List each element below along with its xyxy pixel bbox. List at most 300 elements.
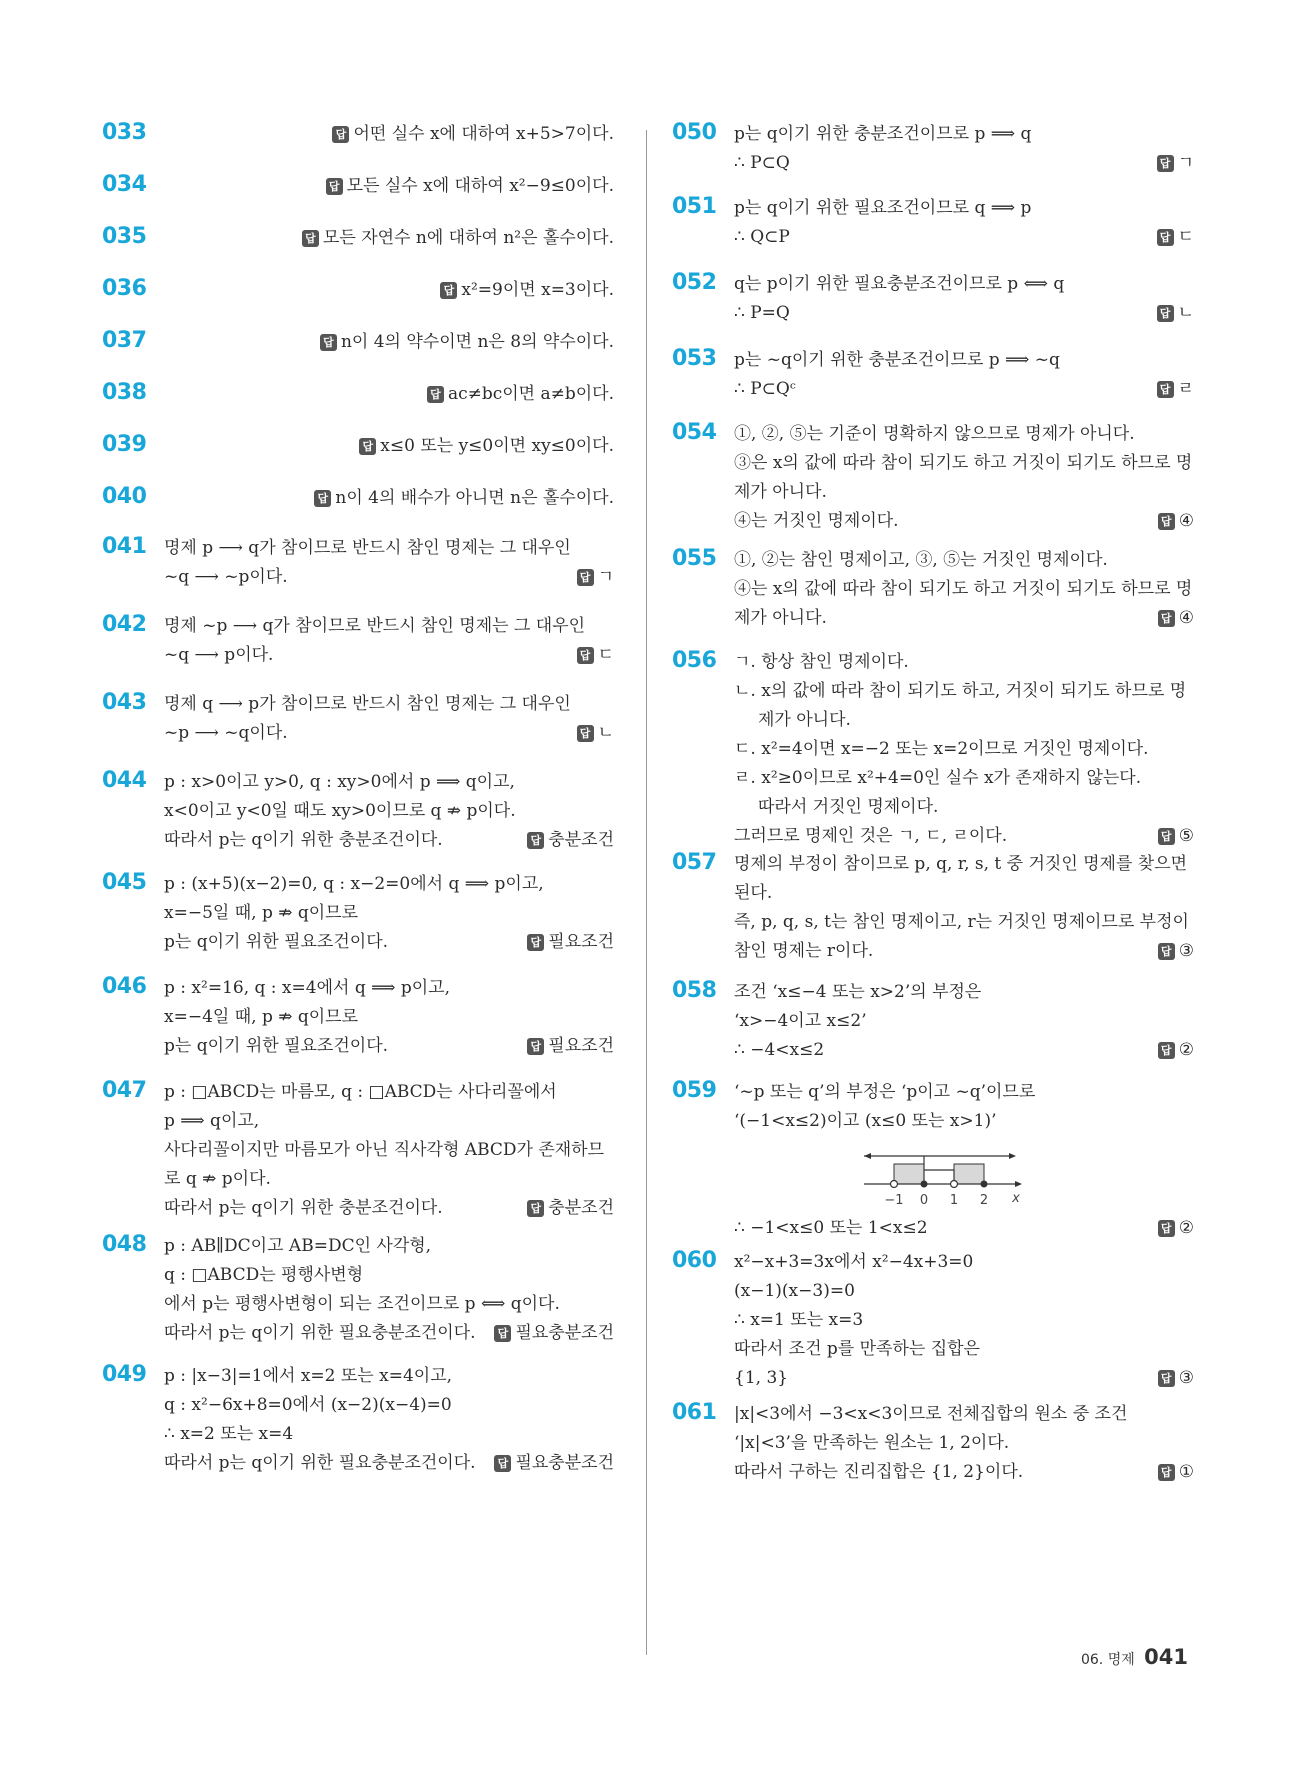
solution-line xyxy=(734,1248,1194,1277)
answer-text: 필요충분조건 xyxy=(515,1453,614,1473)
left-arrow-icon xyxy=(864,1153,871,1159)
problem-number: 054 xyxy=(672,420,717,445)
solution-line xyxy=(164,719,614,748)
answer xyxy=(326,176,614,196)
solution-body xyxy=(734,850,1194,966)
answer xyxy=(1158,1214,1194,1243)
problem-number: 046 xyxy=(102,974,147,999)
solution-text: ∴ Q⊂P xyxy=(734,227,790,247)
solution-text: 사다리꼴이지만 마름모가 아닌 직사각형 ABCD가 존재하므 xyxy=(164,1140,605,1160)
solution-body xyxy=(164,974,614,1061)
solution-text: p : □ABCD는 마름모, q : □ABCD는 사다리꼴에서 xyxy=(164,1082,557,1102)
solution-line xyxy=(734,1007,1194,1036)
answer-text: ③ xyxy=(1178,1368,1194,1388)
tick-label: −1 xyxy=(884,1193,904,1208)
answer-text: 필요조건 xyxy=(548,932,614,952)
answer-text: n이 4의 약수이면 n은 8의 약수이다. xyxy=(340,332,614,352)
solution-line xyxy=(164,612,614,641)
solution-text: 따라서 p는 q이기 위한 필요충분조건이다. xyxy=(164,1323,476,1343)
answer xyxy=(527,928,614,957)
problem-number: 035 xyxy=(102,224,147,249)
solution-line xyxy=(164,899,614,928)
problem-057 xyxy=(672,850,1194,966)
problem-number: 033 xyxy=(102,120,147,145)
answer xyxy=(494,1449,614,1478)
answer-badge-icon: 답 xyxy=(302,230,319,247)
solution-body xyxy=(164,172,614,201)
answer-badge-icon: 답 xyxy=(1158,1464,1175,1481)
solution-line xyxy=(734,546,1194,575)
solution-text: x=−4일 때, p ⇏ q이므로 xyxy=(164,1007,359,1027)
answer xyxy=(1158,507,1194,536)
solution-text: ~q ⟶ ~p이다. xyxy=(164,567,288,587)
solution-text: p는 q이기 위한 필요조건이므로 q ⟹ p xyxy=(734,198,1032,218)
solution-text: ‘(−1<x≤2)이고 (x≤0 또는 x>1)’ xyxy=(734,1111,997,1131)
problem-054 xyxy=(672,420,1194,536)
solution-line xyxy=(164,563,614,592)
problem-number: 059 xyxy=(672,1078,717,1103)
solution-body xyxy=(734,194,1194,252)
solution-text: 따라서 p는 q이기 위한 충분조건이다. xyxy=(164,830,443,850)
problem-044 xyxy=(102,768,614,855)
solution-line xyxy=(734,1400,1194,1429)
solution-text: 명제 p ⟶ q가 참이므로 반드시 참인 명제는 그 대우인 xyxy=(164,538,571,558)
closed-point xyxy=(921,1181,928,1188)
problem-number: 034 xyxy=(102,172,147,197)
solution-text: 된다. xyxy=(734,883,773,903)
solution-text: ∴ P=Q xyxy=(734,303,790,323)
answer-text: 모든 실수 x에 대하여 x²−9≤0이다. xyxy=(346,176,614,196)
answer-badge-icon: 답 xyxy=(1157,155,1174,172)
problem-039 xyxy=(102,432,614,461)
solution-body xyxy=(164,224,614,253)
problem-059 xyxy=(672,1078,1194,1243)
solution-line xyxy=(734,1277,1194,1306)
solution-body xyxy=(734,1248,1194,1393)
axis-arrow-icon xyxy=(1015,1181,1022,1187)
answer-badge-icon: 답 xyxy=(1157,229,1174,246)
solution-text: 조건 ‘x≤−4 또는 x>2’의 부정은 xyxy=(734,982,982,1002)
answer-badge-icon: 답 xyxy=(527,832,544,849)
solution-line xyxy=(734,677,1194,706)
solution-text: q : x²−6x+8=0에서 (x−2)(x−4)=0 xyxy=(164,1395,452,1415)
solution-line xyxy=(164,768,614,797)
solution-text: p : AB∥DC이고 AB=DC인 사각형, xyxy=(164,1236,432,1256)
problem-number: 047 xyxy=(102,1078,147,1103)
solution-text: 제가 아니다. xyxy=(758,710,851,730)
solution-line xyxy=(734,1214,1194,1243)
solution-text: 명제의 부정이 참이므로 p, q, r, s, t 중 거짓인 명제를 찾으면 xyxy=(734,854,1188,874)
solution-line xyxy=(164,380,614,409)
solution-line xyxy=(164,1078,614,1107)
answer xyxy=(1157,375,1194,404)
solution-text: ∴ P⊂Q xyxy=(734,153,790,173)
solution-line xyxy=(734,299,1194,328)
solution-body xyxy=(734,978,1194,1065)
shaded-region xyxy=(954,1164,984,1184)
problem-041 xyxy=(102,534,614,592)
answer-text: ⑤ xyxy=(1178,826,1194,846)
solution-text: q : □ABCD는 평행사변형 xyxy=(164,1265,364,1285)
solution-line xyxy=(164,870,614,899)
solution-text: 따라서 거짓인 명제이다. xyxy=(758,797,939,817)
solution-line xyxy=(164,1165,614,1194)
answer-text: 어떤 실수 x에 대하여 x+5>7이다. xyxy=(353,124,614,144)
problem-number: 043 xyxy=(102,690,147,715)
answer-badge-icon: 답 xyxy=(527,1200,544,1217)
answer xyxy=(332,124,614,144)
solution-text: {1, 3} xyxy=(734,1368,789,1388)
problem-033 xyxy=(102,120,614,149)
solution-text: 즉, p, q, s, t는 참인 명제이고, r는 거짓인 명제이므로 부정이 xyxy=(734,912,1189,932)
solution-line xyxy=(164,797,614,826)
solution-line xyxy=(164,1261,614,1290)
solution-line xyxy=(164,484,614,513)
solution-text: 참인 명제는 r이다. xyxy=(734,941,874,961)
solution-text: x<0이고 y<0일 때도 xy>0이므로 q ⇏ p이다. xyxy=(164,801,516,821)
solution-line xyxy=(164,534,614,563)
solution-text: 명제 q ⟶ p가 참이므로 반드시 참인 명제는 그 대우인 xyxy=(164,694,571,714)
answer xyxy=(577,719,614,748)
problem-number: 039 xyxy=(102,432,147,457)
solution-body xyxy=(164,328,614,357)
solution-body xyxy=(734,270,1194,328)
solution-text: p : x²=16, q : x=4에서 q ⟹ p이고, xyxy=(164,978,451,998)
solution-line xyxy=(164,1032,614,1061)
problem-048 xyxy=(102,1232,614,1348)
answer xyxy=(427,384,614,404)
answer-badge-icon: 답 xyxy=(527,934,544,951)
solution-body xyxy=(164,690,614,748)
solution-text: ①, ②는 참인 명제이고, ③, ⑤는 거짓인 명제이다. xyxy=(734,550,1108,570)
problem-049 xyxy=(102,1362,614,1478)
problem-number: 056 xyxy=(672,648,717,673)
solution-line xyxy=(734,1036,1194,1065)
problem-043 xyxy=(102,690,614,748)
solution-line xyxy=(164,1319,614,1348)
problem-047 xyxy=(102,1078,614,1223)
solution-body xyxy=(734,648,1194,851)
problem-number: 049 xyxy=(102,1362,147,1387)
answer-badge-icon: 답 xyxy=(314,490,331,507)
problem-045 xyxy=(102,870,614,957)
problem-042 xyxy=(102,612,614,670)
problem-number: 038 xyxy=(102,380,147,405)
answer xyxy=(1157,223,1194,252)
solution-line xyxy=(734,149,1194,178)
answer-text: ② xyxy=(1178,1040,1194,1060)
solution-line xyxy=(164,974,614,1003)
answer-text: n이 4의 배수가 아니면 n은 홀수이다. xyxy=(335,488,614,508)
solution-line xyxy=(734,575,1194,604)
solution-line xyxy=(734,908,1194,937)
answer-text: 필요충분조건 xyxy=(515,1323,614,1343)
chapter-label: 06. 명제 xyxy=(1080,1652,1135,1668)
solution-body xyxy=(164,1078,614,1223)
solution-line xyxy=(734,1107,1194,1136)
solution-text: p ⟹ q이고, xyxy=(164,1111,260,1131)
answer xyxy=(494,1319,614,1348)
tick-label: 1 xyxy=(949,1193,959,1208)
solution-body xyxy=(164,432,614,461)
problem-number: 040 xyxy=(102,484,147,509)
solution-line xyxy=(164,224,614,253)
answer-text: ④ xyxy=(1178,511,1194,531)
answer xyxy=(440,280,614,300)
solution-text: ④는 거짓인 명제이다. xyxy=(734,511,899,531)
answer xyxy=(1158,1036,1194,1065)
answer-badge-icon: 답 xyxy=(494,1325,511,1342)
problem-058 xyxy=(672,978,1194,1065)
solution-line xyxy=(734,375,1194,404)
solution-text: 에서 p는 평행사변형이 되는 조건이므로 p ⟺ q이다. xyxy=(164,1294,560,1314)
problem-number: 045 xyxy=(102,870,147,895)
answer-text: x≤0 또는 y≤0이면 xy≤0이다. xyxy=(380,436,614,456)
problem-number: 041 xyxy=(102,534,147,559)
answer-text: ㄷ xyxy=(1177,227,1194,247)
problem-056 xyxy=(672,648,1194,851)
solution-text: x²−x+3=3x에서 x²−4x+3=0 xyxy=(734,1252,974,1272)
solution-body xyxy=(164,870,614,957)
answer-text: x²=9이면 x=3이다. xyxy=(461,280,614,300)
axis-variable-label: x xyxy=(1012,1191,1020,1206)
solution-line xyxy=(164,432,614,461)
solution-line xyxy=(734,978,1194,1007)
answer-text: ㄴ xyxy=(1177,303,1194,323)
problem-number: 055 xyxy=(672,546,717,571)
problem-061 xyxy=(672,1400,1194,1487)
problem-number: 037 xyxy=(102,328,147,353)
open-point xyxy=(891,1181,898,1188)
solution-text: ‘x>−4이고 x≤2’ xyxy=(734,1011,867,1031)
solution-text: p : (x+5)(x−2)=0, q : x−2=0에서 q ⟹ p이고, xyxy=(164,874,544,894)
solution-line xyxy=(734,270,1194,299)
solution-line xyxy=(734,648,1194,677)
solution-line xyxy=(734,850,1194,879)
solution-text: p는 q이기 위한 충분조건이므로 p ⟹ q xyxy=(734,124,1032,144)
number-line-svg xyxy=(864,1144,1034,1210)
problem-050 xyxy=(672,120,1194,178)
solution-body xyxy=(164,768,614,855)
answer xyxy=(577,641,614,670)
solution-line xyxy=(164,1194,614,1223)
page-number: 041 xyxy=(1144,1645,1188,1669)
problem-038 xyxy=(102,380,614,409)
solution-text: q는 p이기 위한 필요충분조건이므로 p ⟺ q xyxy=(734,274,1065,294)
solution-text: ~q ⟶ p이다. xyxy=(164,645,274,665)
solution-line xyxy=(164,690,614,719)
solution-line xyxy=(164,1362,614,1391)
closed-point xyxy=(981,1181,988,1188)
answer-text: ㄱ xyxy=(1177,153,1194,173)
answer-badge-icon: 답 xyxy=(1157,381,1174,398)
answer-badge-icon: 답 xyxy=(527,1038,544,1055)
problem-053 xyxy=(672,346,1194,404)
problem-number: 060 xyxy=(672,1248,717,1273)
solution-text: p : x>0이고 y>0, q : xy>0에서 p ⟹ q이고, xyxy=(164,772,515,792)
solution-line xyxy=(734,478,1194,507)
problem-number: 053 xyxy=(672,346,717,371)
solution-text: p는 q이기 위한 필요조건이다. xyxy=(164,932,389,952)
problem-number: 058 xyxy=(672,978,717,1003)
answer-text: 모든 자연수 n에 대하여 n²은 홀수이다. xyxy=(322,228,614,248)
answer-badge-icon: 답 xyxy=(1157,305,1174,322)
solution-body xyxy=(734,120,1194,178)
solution-text: p는 q이기 위한 필요조건이다. xyxy=(164,1036,389,1056)
solution-line xyxy=(734,346,1194,375)
problem-number: 061 xyxy=(672,1400,717,1425)
solution-body xyxy=(734,1400,1194,1487)
solution-text: p : |x−3|=1에서 x=2 또는 x=4이고, xyxy=(164,1366,453,1386)
solution-line xyxy=(734,1078,1194,1107)
answer-badge-icon: 답 xyxy=(326,178,343,195)
answer-badge-icon: 답 xyxy=(359,438,376,455)
solution-text: 로 q ⇏ p이다. xyxy=(164,1169,271,1189)
answer-text: ㄱ xyxy=(597,567,614,587)
solution-line xyxy=(164,120,614,149)
solution-line xyxy=(734,604,1194,633)
solution-line xyxy=(164,276,614,305)
solution-line xyxy=(734,223,1194,252)
solution-text: ‘~p 또는 q’의 부정은 ‘p이고 ~q’이므로 xyxy=(734,1082,1036,1102)
solution-line xyxy=(734,1429,1194,1458)
solution-line xyxy=(734,735,1194,764)
tick-label: 2 xyxy=(979,1193,989,1208)
problem-number: 050 xyxy=(672,120,717,145)
answer-text: ac≠bc이면 a≠b이다. xyxy=(447,384,614,404)
answer xyxy=(314,488,614,508)
answer-text: ② xyxy=(1178,1218,1194,1238)
answer-badge-icon: 답 xyxy=(1158,943,1175,960)
answer-badge-icon: 답 xyxy=(1158,1370,1175,1387)
right-arrow-icon xyxy=(1009,1153,1016,1159)
solution-line xyxy=(734,1458,1194,1487)
solution-line xyxy=(164,1232,614,1261)
answer xyxy=(1157,299,1194,328)
solution-text: x=−5일 때, p ⇏ q이므로 xyxy=(164,903,359,923)
problem-number: 044 xyxy=(102,768,147,793)
answer-text: ㄴ xyxy=(597,723,614,743)
solution-body xyxy=(164,276,614,305)
solution-body xyxy=(164,612,614,670)
problem-052 xyxy=(672,270,1194,328)
solution-text: 따라서 조건 p를 만족하는 집합은 xyxy=(734,1339,980,1359)
solution-line xyxy=(734,507,1194,536)
solution-text: 따라서 p는 q이기 위한 충분조건이다. xyxy=(164,1198,443,1218)
answer-badge-icon: 답 xyxy=(427,386,444,403)
answer-text: 필요조건 xyxy=(548,1036,614,1056)
problem-055 xyxy=(672,546,1194,633)
answer-badge-icon: 답 xyxy=(1158,513,1175,530)
problem-034 xyxy=(102,172,614,201)
solution-text: 명제 ~p ⟶ q가 참이므로 반드시 참인 명제는 그 대우인 xyxy=(164,616,586,636)
solution-line xyxy=(734,822,1194,851)
shaded-region xyxy=(894,1164,924,1184)
solution-text: ∴ x=2 또는 x=4 xyxy=(164,1424,294,1444)
solution-line xyxy=(164,328,614,357)
answer-text: ㄷ xyxy=(597,645,614,665)
answer xyxy=(1158,604,1194,633)
problem-036 xyxy=(102,276,614,305)
answer xyxy=(527,1194,614,1223)
solution-line xyxy=(164,1391,614,1420)
solution-line xyxy=(164,1003,614,1032)
solution-body xyxy=(164,484,614,513)
answer xyxy=(1158,1458,1194,1487)
solution-line xyxy=(164,641,614,670)
solution-text: 제가 아니다. xyxy=(734,482,827,502)
solution-text: 따라서 구하는 진리집합은 {1, 2}이다. xyxy=(734,1462,1024,1482)
problem-035 xyxy=(102,224,614,253)
solution-line xyxy=(164,1136,614,1165)
solution-text: ①, ②, ⑤는 기준이 명확하지 않으므로 명제가 아니다. xyxy=(734,424,1135,444)
answer xyxy=(527,1032,614,1061)
solution-text: ∴ −1<x≤0 또는 1<x≤2 xyxy=(734,1218,928,1238)
answer-badge-icon: 답 xyxy=(1158,610,1175,627)
answer-badge-icon: 답 xyxy=(332,126,349,143)
number-line-diagram xyxy=(734,1144,1194,1210)
answer xyxy=(1158,937,1194,966)
answer-text: 충분조건 xyxy=(548,830,614,850)
answer-text: 충분조건 xyxy=(548,1198,614,1218)
solution-body xyxy=(734,1078,1194,1243)
solution-line xyxy=(734,194,1194,223)
solution-text: ㄷ. x²=4이면 x=−2 또는 x=2이므로 거짓인 명제이다. xyxy=(734,739,1149,759)
solution-line xyxy=(734,879,1194,908)
solution-text: 따라서 p는 q이기 위한 필요충분조건이다. xyxy=(164,1453,476,1473)
answer xyxy=(320,332,614,352)
solution-body xyxy=(164,534,614,592)
solution-line xyxy=(164,1449,614,1478)
solution-text: ∴ P⊂Qᶜ xyxy=(734,379,796,399)
solution-line xyxy=(734,1306,1194,1335)
problem-number: 052 xyxy=(672,270,717,295)
solution-line xyxy=(734,764,1194,793)
solution-body xyxy=(164,1362,614,1478)
solution-text: (x−1)(x−3)=0 xyxy=(734,1281,855,1301)
solution-line xyxy=(734,937,1194,966)
solution-line xyxy=(164,1107,614,1136)
answer-badge-icon: 답 xyxy=(1158,828,1175,845)
answer xyxy=(1158,1364,1194,1393)
solution-text: 그러므로 명제인 것은 ㄱ, ㄷ, ㄹ이다. xyxy=(734,826,1008,846)
solution-text: ㄹ. x²≥0이므로 x²+4=0인 실수 x가 존재하지 않는다. xyxy=(734,768,1142,788)
solution-line xyxy=(164,1420,614,1449)
open-point xyxy=(951,1181,958,1188)
answer-text: ③ xyxy=(1178,941,1194,961)
solution-line xyxy=(734,449,1194,478)
answer-badge-icon: 답 xyxy=(577,725,594,742)
answer-text: ① xyxy=(1178,1462,1194,1482)
problem-037 xyxy=(102,328,614,357)
solution-body xyxy=(164,1232,614,1348)
answer xyxy=(302,228,614,248)
answer xyxy=(527,826,614,855)
solution-text: ④는 x의 값에 따라 참이 되기도 하고 거짓이 되기도 하므로 명 xyxy=(734,579,1193,599)
column-divider xyxy=(646,130,647,1655)
solution-line xyxy=(164,928,614,957)
solution-text: ㄴ. x의 값에 따라 참이 되기도 하고, 거짓이 되기도 하므로 명 xyxy=(734,681,1187,701)
answer-badge-icon: 답 xyxy=(577,569,594,586)
problem-046 xyxy=(102,974,614,1061)
tick-label: 0 xyxy=(919,1193,929,1208)
answer-badge-icon: 답 xyxy=(1158,1220,1175,1237)
solution-line xyxy=(164,172,614,201)
solution-line xyxy=(164,826,614,855)
solution-body xyxy=(164,380,614,409)
problem-051 xyxy=(672,194,1194,252)
solution-body xyxy=(734,420,1194,536)
